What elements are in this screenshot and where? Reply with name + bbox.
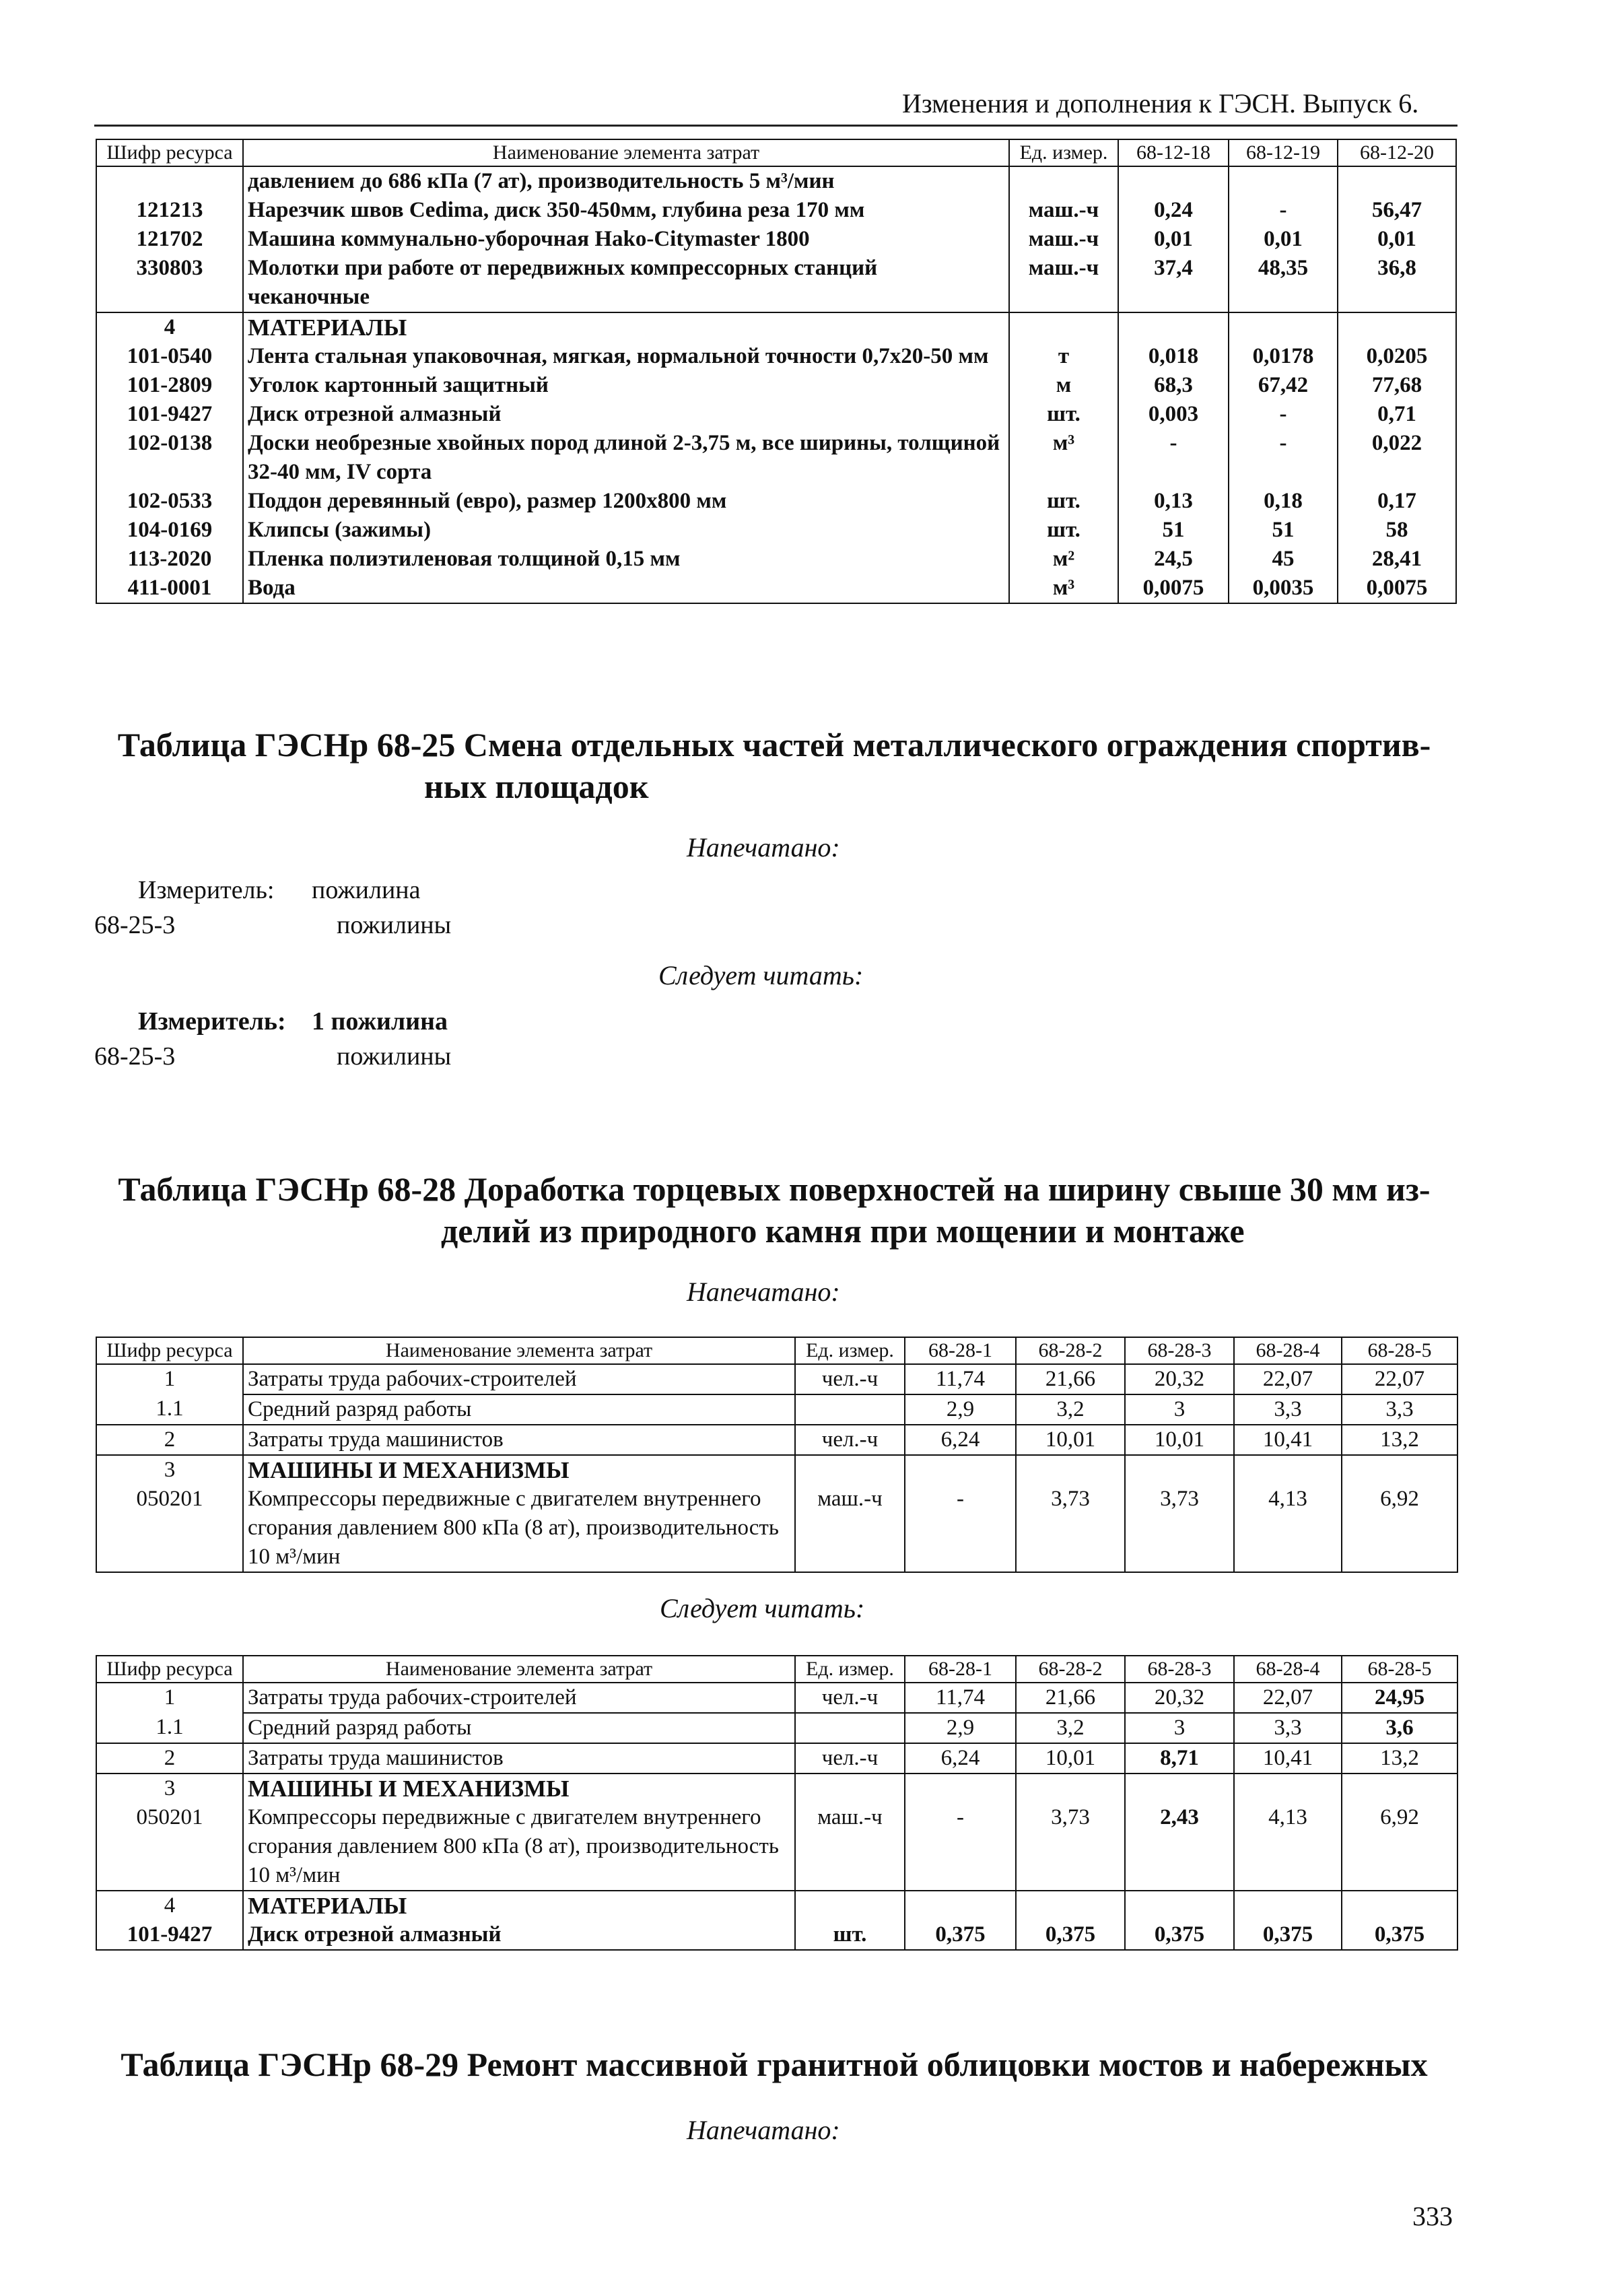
cell-value: 0,018 [1118,342,1229,371]
cell-name: Нарезчик швов Cedima, диск 350-450мм, глубина реза 170 мм [243,196,1009,225]
table-row [96,487,1456,516]
cell-value: 3,3 [1234,1713,1342,1743]
col-header: 68-28-2 [1016,1337,1125,1364]
cell-value: 0,17 [1338,487,1456,516]
cell-value-changed: 8,71 [1125,1743,1234,1774]
cell-name: Диск отрезной алмазный [243,1920,795,1950]
cell-value: 13,2 [1342,1425,1457,1455]
table-row [96,1485,1457,1572]
printed-label: Напечатано: [687,1277,840,1307]
cell-code: 3 [96,1455,243,1485]
cell-value: 21,66 [1016,1364,1125,1394]
measure-label: Измеритель: [138,1007,286,1036]
cell-value: 22,07 [1342,1364,1457,1394]
table-row [96,254,1456,312]
cell-value: 3,3 [1342,1394,1457,1425]
table-row [96,1713,1457,1743]
cell-value: 36,8 [1338,254,1456,312]
col-header: 68-28-5 [1342,1656,1457,1683]
cell-value: - [1229,400,1338,429]
table-row [96,574,1456,603]
page-number: 333 [1412,2201,1453,2231]
cell-unit: шт. [1009,400,1118,429]
cell-code: 102-0533 [96,487,243,516]
cell-code: 101-9427 [96,400,243,429]
cell-value [1338,166,1456,196]
cell-code: 1 [96,1364,243,1394]
cell-name: Лента стальная упаковочная, мягкая, нормальной точности 0,7х20-50 мм [243,342,1009,371]
cell-value: 24,5 [1118,545,1229,574]
col-header: Ед. измер. [795,1337,905,1364]
cell-name: Затраты труда рабочих-строителей [243,1683,795,1713]
cell-code: 113-2020 [96,545,243,574]
cell-name: Пленка полиэтиленовая толщиной 0,15 мм [243,545,1009,574]
table-68-12 [96,139,1457,604]
col-header: Шифр ресурса [96,1656,243,1683]
cell-unit: маш.-ч [1009,225,1118,254]
cell-name: давлением до 686 кПа (7 ат), производительность 5 м³/мин [243,166,1009,196]
cell-value: - [1118,429,1229,487]
cell-value: 0,0075 [1118,574,1229,603]
cell-value: 0,375 [905,1920,1016,1950]
cell-name: Затраты труда рабочих-строителей [243,1364,795,1394]
measure-value: пожилина [312,876,421,904]
cell-value: 0,71 [1338,400,1456,429]
cell-code: 3 [96,1774,243,1803]
cell-code: 1.1 [96,1713,243,1743]
cell-unit: шт. [1009,516,1118,545]
header-rule [94,125,1457,127]
measure-value: 1 пожилина [312,1007,448,1036]
cell-code: 1.1 [96,1394,243,1425]
cell-value [1229,166,1338,196]
cell-value: 0,0035 [1229,574,1338,603]
cell-value-changed: 2,43 [1125,1803,1234,1891]
col-header: 68-28-1 [905,1337,1016,1364]
cell-value: 4,13 [1234,1803,1342,1891]
table-row [96,1891,1457,1920]
cell-name: Диск отрезной алмазный [243,400,1009,429]
cell-unit: чел.-ч [795,1743,905,1774]
table-row [96,312,1456,342]
col-header: 68-28-4 [1234,1337,1342,1364]
table-row [96,1425,1457,1455]
table-row [96,1683,1457,1713]
col-header: Шифр ресурса [96,1337,243,1364]
cell-value: 0,13 [1118,487,1229,516]
cell-value: 3,2 [1016,1394,1125,1425]
cell-value: 0,0075 [1338,574,1456,603]
cell-code: 102-0138 [96,429,243,487]
cell-value: 0,01 [1118,225,1229,254]
cell-value: - [1229,429,1338,487]
section-heading: МАШИНЫ И МЕХАНИЗМЫ [243,1774,795,1803]
col-header: 68-12-19 [1229,139,1338,166]
cell-unit: маш.-ч [1009,254,1118,312]
cell-value: 0,375 [1234,1920,1342,1950]
cell-value: 2,9 [905,1394,1016,1425]
cell-value: 0,375 [1125,1920,1234,1950]
col-header: Наименование элемента затрат [243,1656,795,1683]
cell-value: 3,3 [1234,1394,1342,1425]
cell-value: 3 [1125,1394,1234,1425]
col-header: Шифр ресурса [96,139,243,166]
cell-value: 48,35 [1229,254,1338,312]
section-heading: МАТЕРИАЛЫ [243,312,1009,342]
col-header: Наименование элемента затрат [243,139,1009,166]
should-read-label: Следует читать: [660,1593,865,1623]
norm-unit: пожилины [337,911,452,939]
cell-value: - [905,1485,1016,1572]
cell-name: Клипсы (зажимы) [243,516,1009,545]
col-header: 68-28-4 [1234,1656,1342,1683]
cell-unit [1009,166,1118,196]
cell-unit: маш.-ч [1009,196,1118,225]
cell-value: 0,0205 [1338,342,1456,371]
cell-value [1118,166,1229,196]
cell-value: 6,24 [905,1425,1016,1455]
running-header: Изменения и дополнения к ГЭСН. Выпуск 6. [902,88,1419,119]
cell-value: 10,01 [1125,1425,1234,1455]
cell-value: 45 [1229,545,1338,574]
cell-value: 56,47 [1338,196,1456,225]
cell-value: 3,73 [1016,1803,1125,1891]
cell-unit: маш.-ч [795,1485,905,1572]
table-68-25-title: Таблица ГЭСНр 68-25 Смена отдельных частей металлического ограждения спортив- ных площадок [117,726,1431,805]
cell-unit: шт. [795,1920,905,1950]
cell-unit: чел.-ч [795,1683,905,1713]
table-row [96,1743,1457,1774]
cell-value: 6,92 [1342,1485,1457,1572]
cell-code: 101-9427 [96,1920,243,1950]
cell-value: 6,92 [1342,1803,1457,1891]
cell-value: 0,01 [1338,225,1456,254]
cell-code: 121213 [96,196,243,225]
cell-value: 51 [1229,516,1338,545]
cell-name: Затраты труда машинистов [243,1743,795,1774]
col-header: 68-28-1 [905,1656,1016,1683]
printed-label: Напечатано: [687,2115,840,2145]
cell-code: 1 [96,1683,243,1713]
cell-value: 67,42 [1229,371,1338,400]
table-row [96,1455,1457,1485]
should-read-label: Следует читать: [658,960,864,990]
cell-value: 68,3 [1118,371,1229,400]
cell-value: 21,66 [1016,1683,1125,1713]
col-header: Ед. измер. [795,1656,905,1683]
cell-code: 330803 [96,254,243,312]
table-row [96,342,1456,371]
cell-code: 104-0169 [96,516,243,545]
cell-unit: м [1009,371,1118,400]
cell-unit: м² [1009,545,1118,574]
cell-value: 0,0178 [1229,342,1338,371]
cell-unit: м³ [1009,574,1118,603]
cell-value: 4,13 [1234,1485,1342,1572]
cell-value: 13,2 [1342,1743,1457,1774]
table-row [96,400,1456,429]
cell-value: 0,24 [1118,196,1229,225]
cell-value: 22,07 [1234,1364,1342,1394]
cell-value: 3,73 [1125,1485,1234,1572]
measure-label: Измеритель: [138,876,275,904]
cell-name: Средний разряд работы [243,1713,795,1743]
cell-value-changed: 24,95 [1342,1683,1457,1713]
table-68-29-title: Таблица ГЭСНр 68-29 Ремонт массивной гранитной облицовки мостов и набережных [121,2046,1428,2083]
cell-unit: чел.-ч [795,1364,905,1394]
table-row [96,371,1456,400]
table-row [96,516,1456,545]
cell-value: - [905,1803,1016,1891]
cell-value: 0,022 [1338,429,1456,487]
table-row [96,545,1456,574]
cell-unit: м³ [1009,429,1118,487]
cell-name: Затраты труда машинистов [243,1425,795,1455]
col-header: Наименование элемента затрат [243,1337,795,1364]
cell-value: 0,003 [1118,400,1229,429]
section-heading: МАТЕРИАЛЫ [243,1891,795,1920]
cell-name: Средний разряд работы [243,1394,795,1425]
table-row [96,429,1456,487]
col-header: 68-12-20 [1338,139,1456,166]
table-row [96,1364,1457,1394]
table-row [96,225,1456,254]
cell-value: 37,4 [1118,254,1229,312]
cell-name: Вода [243,574,1009,603]
cell-code: 4 [96,1891,243,1920]
cell-value: 0,01 [1229,225,1338,254]
cell-value: 11,74 [905,1364,1016,1394]
col-header: 68-28-5 [1342,1337,1457,1364]
table-row [96,196,1456,225]
cell-code: 101-0540 [96,342,243,371]
norm-code: 68-25-3 [94,1042,176,1071]
cell-value: 58 [1338,516,1456,545]
col-header: 68-28-3 [1125,1656,1234,1683]
cell-value: 28,41 [1338,545,1456,574]
cell-value: 0,18 [1229,487,1338,516]
cell-value: 3 [1125,1713,1234,1743]
cell-unit: чел.-ч [795,1425,905,1455]
cell-value: 10,01 [1016,1743,1125,1774]
cell-value: 10,41 [1234,1425,1342,1455]
cell-code: 2 [96,1425,243,1455]
cell-value: 51 [1118,516,1229,545]
cell-unit: т [1009,342,1118,371]
cell-name: Компрессоры передвижные с двигателем внутреннего сгорания давлением 800 кПа (8 ат), производительность 10 м³/мин [243,1803,795,1891]
cell-code [96,166,243,196]
cell-name: Доски необрезные хвойных пород длиной 2-3,75 м, все ширины, толщиной 32-40 мм, IV сорта [243,429,1009,487]
table-68-28-title: Таблица ГЭСНр 68-28 Доработка торцевых поверхностей на ширину свыше 30 мм из- делий из природного камня при мощении и монтаже [118,1170,1431,1250]
cell-value: 3,2 [1016,1713,1125,1743]
cell-value: 2,9 [905,1713,1016,1743]
cell-name: Молотки при работе от передвижных компрессорных станций чеканочные [243,254,1009,312]
cell-value: 20,32 [1125,1364,1234,1394]
cell-value: 6,24 [905,1743,1016,1774]
cell-value: 11,74 [905,1683,1016,1713]
table-row [96,1774,1457,1803]
printed-label: Напечатано: [687,832,840,863]
col-header: 68-28-3 [1125,1337,1234,1364]
table-row [96,166,1456,196]
cell-code: 411-0001 [96,574,243,603]
cell-code: 2 [96,1743,243,1774]
col-header: Ед. измер. [1009,139,1118,166]
cell-code: 101-2809 [96,371,243,400]
cell-value: 10,41 [1234,1743,1342,1774]
cell-code: 4 [96,312,243,342]
cell-value: 0,375 [1016,1920,1125,1950]
cell-unit [795,1713,905,1743]
table-68-28-printed [96,1337,1458,1573]
cell-name: Компрессоры передвижные с двигателем внутреннего сгорания давлением 800 кПа (8 ат), производительность 10 м³/мин [243,1485,795,1572]
cell-value: 10,01 [1016,1425,1125,1455]
norm-code: 68-25-3 [94,911,176,939]
cell-value: - [1229,196,1338,225]
col-header: 68-28-2 [1016,1656,1125,1683]
cell-code: 121702 [96,225,243,254]
cell-value: 3,73 [1016,1485,1125,1572]
cell-value: 77,68 [1338,371,1456,400]
cell-unit: маш.-ч [795,1803,905,1891]
cell-unit [795,1394,905,1425]
table-row [96,1394,1457,1425]
section-heading: МАШИНЫ И МЕХАНИЗМЫ [243,1455,795,1485]
cell-value: 22,07 [1234,1683,1342,1713]
cell-name: Уголок картонный защитный [243,371,1009,400]
cell-code: 050201 [96,1485,243,1572]
cell-value: 20,32 [1125,1683,1234,1713]
col-header: 68-12-18 [1118,139,1229,166]
cell-name: Машина коммунально-уборочная Hako-Citymaster 1800 [243,225,1009,254]
table-row [96,1803,1457,1891]
cell-name: Поддон деревянный (евро), размер 1200х800 мм [243,487,1009,516]
cell-unit: шт. [1009,487,1118,516]
norm-unit: пожилины [337,1042,452,1071]
cell-value: 0,375 [1342,1920,1457,1950]
cell-value-changed: 3,6 [1342,1713,1457,1743]
cell-code: 050201 [96,1803,243,1891]
table-row [96,1920,1457,1950]
table-68-28-corrected [96,1655,1458,1951]
